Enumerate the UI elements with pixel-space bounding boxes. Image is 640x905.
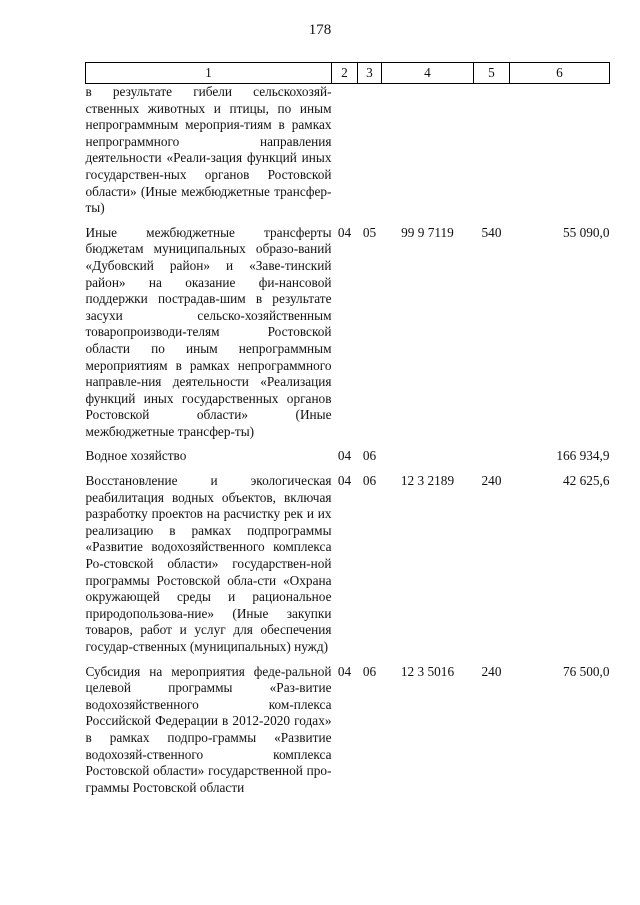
row-expense-type: 240 [481,473,502,489]
page-number: 178 [308,22,332,38]
row-expense-type: 540 [481,224,502,240]
row-target-article [382,448,474,465]
row-amount: 42 625,6 [562,473,610,489]
header-col-3: 3 [358,63,382,84]
row-amount: 55 090,0 [562,224,610,240]
row-target-article [382,84,474,217]
row-section: 04 [337,224,352,240]
header-col-5: 5 [474,63,510,84]
row-subsection: 06 [362,448,377,464]
row-amount: 166 934,9 [556,448,610,464]
header-col-1: 1 [86,63,332,84]
row-target-article: 12 3 2189 [400,473,455,489]
row-expense-type [474,84,510,217]
row-section: 04 [337,473,352,489]
row-expense-type [474,448,510,465]
table-row [86,84,610,217]
header-col-4: 4 [382,63,474,84]
row-description: Иные межбюджетные трансферты бюджетам муниципальных образо-ваний «Дубовский район» и «Заве-тинский район» на оказание фи-нансовой поддержки пострадав-шим в результате засухи сельско-хозяйственным товаропроизводи-телям Ростовской области по иным непрограммным мероприятиям в рамках непрограммного направле-ния деятельности «Реализация функций иных государственных органов Ростовской области» (Иные межбюджетные трансфер-ты) [85,224,332,439]
table-row [86,664,610,797]
row-target-article: 99 9 7119 [401,224,454,240]
row-subsection: 06 [362,663,377,679]
budget-table [85,62,610,796]
row-section: 04 [337,448,352,464]
row-description: Восстановление и экологическая реабилитация водных объектов, включая разработку проектов на расчистку рек и их реализацию в рамках подпрограммы «Развитие водохозяйственного комплекса Ро-стовской области» государствен-ной программы Ростовской обла-сти «Охрана окружающей среды и рациональное природопользова-ние» (Иные закупки товаров, работ и услуг для обеспечения государ-ственных (муниципальных) нужд) [85,473,332,654]
row-description: в результате гибели сельскохозяй-ственных животных и птицы, по иным непрограммным мероприя-тиям в рамках непрограммного направления деятельности «Реали-зация функций иных государствен-ных органов Ростовской области» (Иные межбюджетные трансфер-ты) [85,84,332,216]
row-description: Субсидия на мероприятия феде-ральной целевой программы «Раз-витие водохозяйственного ком-плекса Российской Федерации в 2012-2020 годах» в рамках подпро-граммы «Развитие водохозяй-ственного комплекса Ростовской области» государственной про-граммы Ростовской области [85,663,332,795]
row-target-article: 12 3 5016 [400,663,455,679]
row-subsection: 06 [362,473,377,489]
row-section [332,84,358,217]
table-row [86,473,610,656]
header-col-6: 6 [510,63,610,84]
row-subsection: 05 [362,224,377,240]
table-header-row [86,63,610,84]
row-expense-type: 240 [481,663,502,679]
table-row [86,448,610,465]
row-amount: 76 500,0 [562,663,610,679]
table-row [86,225,610,441]
row-subsection [358,84,382,217]
row-amount [510,84,610,217]
header-col-2: 2 [332,63,358,84]
row-description: Водное хозяйство [85,448,187,464]
row-section: 04 [337,663,352,679]
